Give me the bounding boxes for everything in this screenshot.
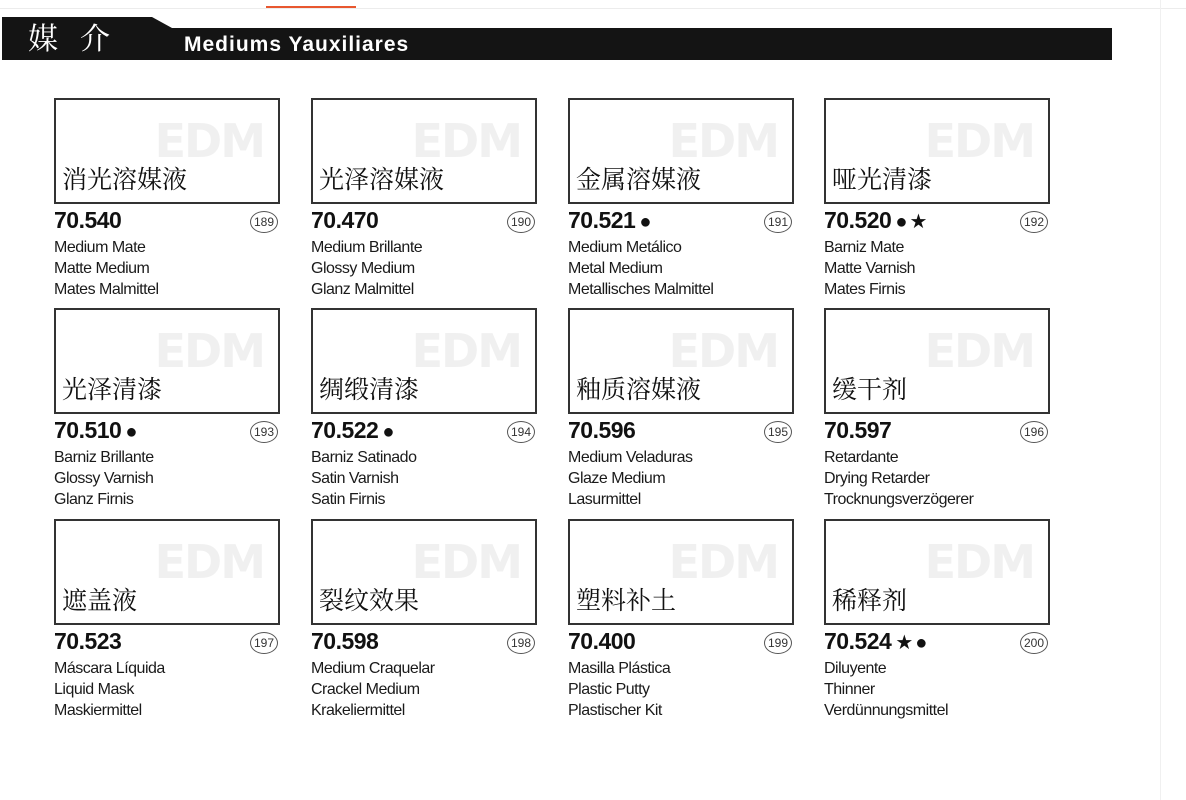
name-es: Barniz Brillante bbox=[54, 449, 154, 466]
product-item bbox=[568, 519, 798, 724]
logo-watermark: EDM bbox=[411, 535, 521, 589]
name-de: Plastischer Kit bbox=[568, 702, 662, 719]
product-code: 70.510 ● bbox=[54, 417, 140, 443]
logo-watermark: EDM bbox=[154, 114, 264, 168]
bottle-label bbox=[568, 98, 794, 204]
product-names bbox=[54, 237, 159, 300]
page-edge bbox=[1160, 0, 1161, 800]
logo-watermark: EDM bbox=[924, 535, 1034, 589]
logo-watermark: EDM bbox=[668, 324, 778, 378]
name-de: Glanz Malmittel bbox=[311, 281, 414, 298]
product-code: 70.596 bbox=[568, 417, 636, 443]
name-es: Medium Metálico bbox=[568, 239, 682, 256]
logo-watermark: EDM bbox=[924, 324, 1034, 378]
bottle-label bbox=[824, 519, 1050, 625]
product-code: 70.523 bbox=[54, 628, 122, 654]
section-title-en: Mediums Yauxiliares bbox=[184, 33, 410, 56]
product-code: 70.470 bbox=[311, 207, 379, 233]
page-number-badge: 195 bbox=[764, 421, 792, 443]
bottle-label bbox=[54, 519, 280, 625]
name-de: Trocknungsverzögerer bbox=[824, 491, 974, 508]
product-name-cn: 哑光清漆 bbox=[832, 165, 933, 194]
product-item bbox=[311, 98, 541, 303]
logo-watermark: EDM bbox=[154, 535, 264, 589]
product-item bbox=[568, 98, 798, 303]
page-number-badge: 196 bbox=[1020, 421, 1048, 443]
product-names bbox=[311, 237, 422, 300]
name-es: Barniz Mate bbox=[824, 239, 904, 256]
name-de: Krakeliermittel bbox=[311, 702, 405, 719]
name-en: Glossy Medium bbox=[311, 260, 415, 277]
name-de: Mates Malmittel bbox=[54, 281, 159, 298]
product-marks: ● bbox=[382, 421, 397, 443]
top-divider bbox=[0, 8, 1186, 9]
name-en: Matte Varnish bbox=[824, 260, 916, 277]
page-number-badge: 200 bbox=[1020, 632, 1048, 654]
name-en: Glaze Medium bbox=[568, 470, 666, 487]
product-names bbox=[824, 658, 948, 721]
name-en: Crackel Medium bbox=[311, 681, 420, 698]
bottle-label bbox=[568, 519, 794, 625]
product-names bbox=[54, 658, 165, 721]
name-es: Masilla Plástica bbox=[568, 660, 671, 677]
bottle-label bbox=[54, 98, 280, 204]
page-number-badge: 199 bbox=[764, 632, 792, 654]
page-number-badge: 190 bbox=[507, 211, 535, 233]
name-es: Medium Craquelar bbox=[311, 660, 435, 677]
page-number-badge: 198 bbox=[507, 632, 535, 654]
logo-watermark: EDM bbox=[411, 324, 521, 378]
name-de: Metallisches Malmittel bbox=[568, 281, 714, 298]
name-es: Medium Mate bbox=[54, 239, 146, 256]
bottle-label bbox=[54, 308, 280, 414]
product-item bbox=[824, 519, 1054, 724]
product-code: 70.522 ● bbox=[311, 417, 397, 443]
name-en: Satin Varnish bbox=[311, 470, 399, 487]
page-number-badge: 193 bbox=[250, 421, 278, 443]
logo-watermark: EDM bbox=[154, 324, 264, 378]
name-en: Plastic Putty bbox=[568, 681, 650, 698]
name-de: Maskiermittel bbox=[54, 702, 142, 719]
name-es: Diluyente bbox=[824, 660, 887, 677]
page-number-badge: 194 bbox=[507, 421, 535, 443]
product-names bbox=[824, 237, 915, 300]
logo-watermark: EDM bbox=[668, 535, 778, 589]
product-item bbox=[824, 308, 1054, 513]
bottle-label bbox=[311, 519, 537, 625]
product-item bbox=[568, 308, 798, 513]
name-es: Medium Brillante bbox=[311, 239, 423, 256]
product-name-cn: 绸缎清漆 bbox=[319, 375, 420, 404]
product-name-cn: 消光溶媒液 bbox=[62, 165, 188, 194]
product-item bbox=[54, 308, 284, 513]
page-number-badge: 192 bbox=[1020, 211, 1048, 233]
product-name-cn: 缓干剂 bbox=[832, 375, 908, 404]
product-names bbox=[54, 447, 154, 510]
logo-watermark: EDM bbox=[668, 114, 778, 168]
product-name-cn: 塑料补土 bbox=[576, 586, 677, 615]
name-es: Barniz Satinado bbox=[311, 449, 417, 466]
logo-watermark: EDM bbox=[924, 114, 1034, 168]
product-name-cn: 光泽清漆 bbox=[62, 375, 163, 404]
product-marks: ● bbox=[639, 211, 654, 233]
product-code: 70.540 bbox=[54, 207, 122, 233]
product-name-cn: 光泽溶媒液 bbox=[319, 165, 445, 194]
page-number-badge: 191 bbox=[764, 211, 792, 233]
name-de: Verdünnungsmittel bbox=[824, 702, 949, 719]
product-code: 70.598 bbox=[311, 628, 379, 654]
product-names bbox=[568, 237, 713, 300]
product-names bbox=[568, 658, 670, 721]
product-marks: ●★ bbox=[895, 211, 930, 233]
product-item bbox=[54, 98, 284, 303]
name-de: Satin Firnis bbox=[311, 491, 386, 508]
bottle-label bbox=[311, 308, 537, 414]
product-item bbox=[311, 519, 541, 724]
product-names bbox=[568, 447, 693, 510]
page-number-badge: 189 bbox=[250, 211, 278, 233]
product-code: 70.400 bbox=[568, 628, 636, 654]
product-name-cn: 釉质溶媒液 bbox=[576, 375, 702, 404]
section-title-cn: 媒介 bbox=[28, 22, 132, 57]
name-de: Lasurmittel bbox=[568, 491, 641, 508]
product-code: 70.597 bbox=[824, 417, 892, 443]
bottle-label bbox=[568, 308, 794, 414]
name-en: Matte Medium bbox=[54, 260, 150, 277]
product-code: 70.521 ● bbox=[568, 207, 654, 233]
bottle-label bbox=[824, 308, 1050, 414]
product-item bbox=[824, 98, 1054, 303]
name-es: Máscara Líquida bbox=[54, 660, 165, 677]
name-en: Glossy Varnish bbox=[54, 470, 154, 487]
section-banner bbox=[2, 17, 1112, 60]
name-en: Liquid Mask bbox=[54, 681, 134, 698]
name-de: Glanz Firnis bbox=[54, 491, 134, 508]
product-names bbox=[311, 447, 416, 510]
product-name-cn: 裂纹效果 bbox=[319, 586, 420, 615]
page-number-badge: 197 bbox=[250, 632, 278, 654]
name-de: Mates Firnis bbox=[824, 281, 906, 298]
product-item bbox=[54, 519, 284, 724]
name-es: Medium Veladuras bbox=[568, 449, 693, 466]
product-marks: ● bbox=[125, 421, 140, 443]
name-en: Thinner bbox=[824, 681, 875, 698]
bottle-label bbox=[311, 98, 537, 204]
product-names bbox=[824, 447, 973, 510]
product-code: 70.524 ★● bbox=[824, 628, 930, 654]
product-marks: ★● bbox=[895, 632, 930, 654]
name-en: Metal Medium bbox=[568, 260, 663, 277]
bottle-label bbox=[824, 98, 1050, 204]
name-en: Drying Retarder bbox=[824, 470, 930, 487]
logo-watermark: EDM bbox=[411, 114, 521, 168]
product-name-cn: 稀释剂 bbox=[832, 586, 908, 615]
product-item bbox=[311, 308, 541, 513]
product-name-cn: 遮盖液 bbox=[62, 586, 138, 615]
product-name-cn: 金属溶媒液 bbox=[576, 165, 702, 194]
name-es: Retardante bbox=[824, 449, 899, 466]
product-names bbox=[311, 658, 435, 721]
product-code: 70.520 ●★ bbox=[824, 207, 930, 233]
active-tab-indicator bbox=[266, 6, 356, 8]
